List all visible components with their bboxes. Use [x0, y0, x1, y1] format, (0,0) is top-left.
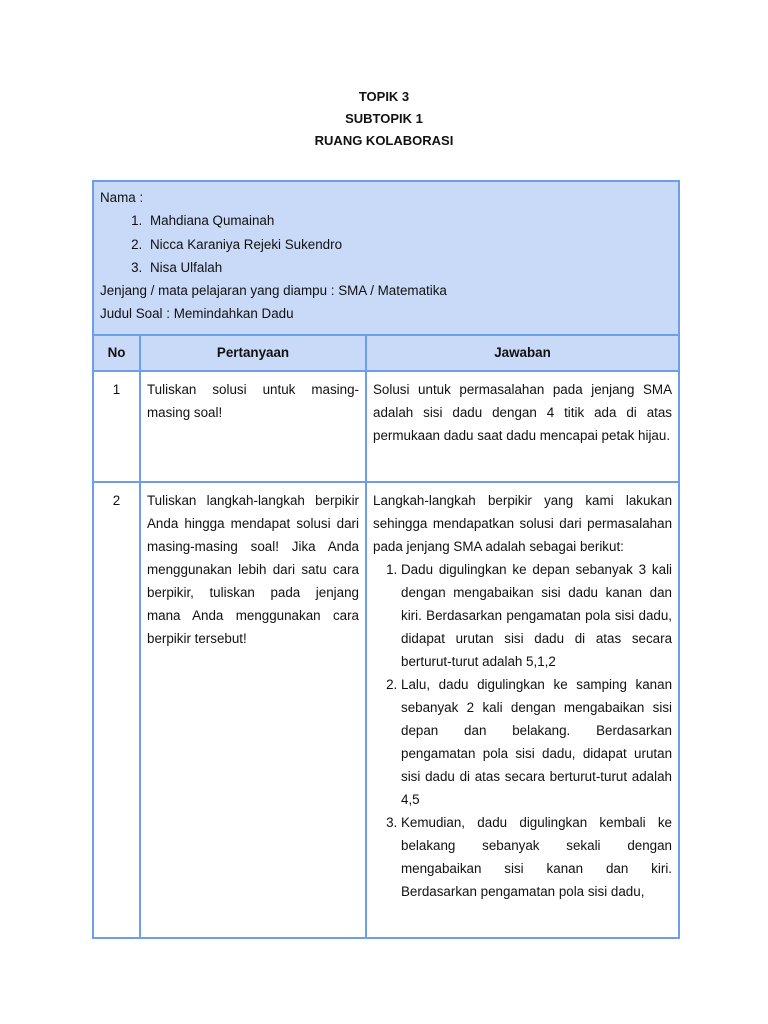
answer-intro: Langkah-langkah berpikir yang kami lakukan sehingga mendapatkan solusi dari permasalahan pada jenjang SMA adalah sebagai berikut: — [373, 492, 673, 554]
row-number: 2 — [93, 482, 140, 938]
member-list — [100, 209, 672, 279]
info-cell — [93, 181, 679, 335]
collab-title: RUANG KOLABORASI — [314, 133, 454, 148]
table-row — [93, 482, 679, 938]
question-cell: Tuliskan langkah-langkah berpikir Anda hingga mendapat solusi dari masing-masing soal! Jika Anda menggunakan lebih dari satu cara berpikir, tuliskan pada jenjang mana Anda menggunakan cara berpikir tersebut! — [140, 482, 366, 938]
step-item: 2. Lalu, dadu digulingkan ke samping kanan sebanyak 2 kali dengan mengabaikan sisi depan dan belakang. Berdasarkan pengamatan pola sisi dadu, didapat urutan sisi dadu di atas secara berturut-turut adalah 4,5 — [401, 673, 672, 811]
step-item: 3. Kemudian, dadu digulingkan kembali ke belakang sebanyak sekali dengan mengabaikan sisi kanan dan kiri. Berdasarkan pengamatan pola sisi dadu, — [401, 811, 672, 903]
name-label: Nama : — [100, 190, 144, 205]
answer-cell — [366, 482, 679, 938]
subtopic-title: SUBTOPIK 1 — [345, 111, 423, 126]
table-row — [93, 371, 679, 482]
collaboration-table — [92, 180, 680, 939]
document-header — [0, 86, 768, 152]
steps-list — [373, 558, 672, 903]
member-item: 1. Mahdiana Qumainah — [146, 209, 672, 232]
answer-cell: Solusi untuk permasalahan pada jenjang SMA adalah sisi dadu dengan 4 titik ada di atas permukaan dadu saat dadu mencapai petak hijau. — [366, 371, 679, 482]
column-header-answer: Jawaban — [366, 335, 679, 371]
member-item: 3. Nisa Ulfalah — [146, 256, 672, 279]
level-subject: Jenjang / mata pelajaran yang diampu : SMA / Matematika — [100, 283, 447, 299]
step-item: 1. Dadu digulingkan ke depan sebanyak 3 kali dengan mengabaikan sisi dadu kanan dan kiri. Berdasarkan pengamatan pola sisi dadu, didapat urutan sisi dadu di atas secara berturut-turut adalah 5,1,2 — [401, 558, 672, 673]
topic-title: TOPIK 3 — [358, 89, 410, 104]
member-item: 2. Nicca Karaniya Rejeki Sukendro — [146, 233, 672, 256]
problem-title: Judul Soal : Memindahkan Dadu — [100, 306, 294, 322]
column-header-question: Pertanyaan — [140, 335, 366, 371]
question-cell: Tuliskan solusi untuk masing-masing soal! — [140, 371, 366, 482]
column-header-no: No — [93, 335, 140, 371]
row-number: 1 — [93, 371, 140, 482]
